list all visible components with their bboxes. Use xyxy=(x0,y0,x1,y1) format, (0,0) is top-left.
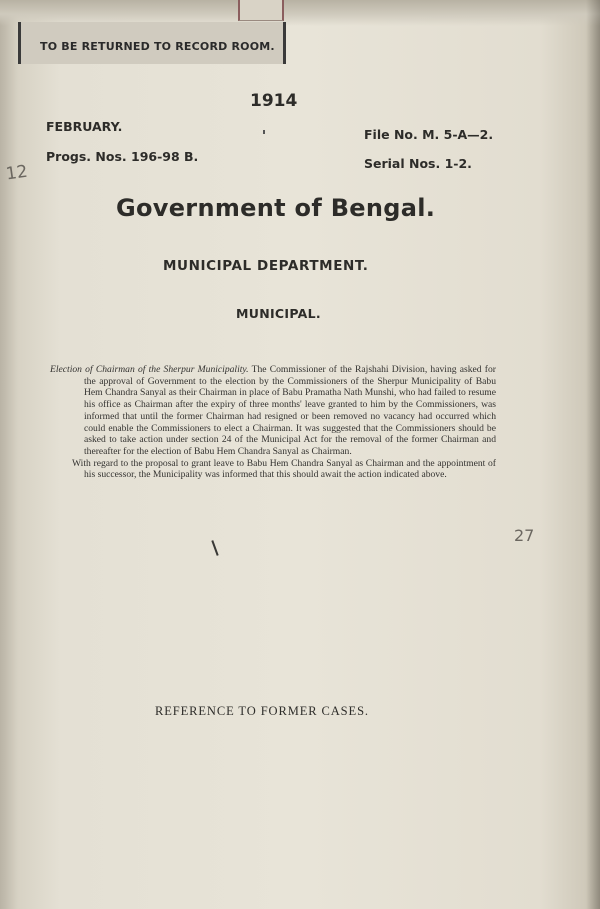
section-heading: MUNICIPAL. xyxy=(236,306,321,321)
year: 1914 xyxy=(250,91,298,111)
ink-dot xyxy=(263,130,265,134)
serial-numbers: Serial Nos. 1-2. xyxy=(364,156,472,171)
file-number: File No. M. 5-A—2. xyxy=(364,127,494,142)
reference-heading: REFERENCE TO FORMER CASES. xyxy=(155,704,369,718)
summary-text xyxy=(50,364,496,481)
subject-line: Election of Chairman of the Sherpur Municipality. xyxy=(50,364,249,375)
underlying-sheet-edge xyxy=(238,0,284,21)
pencil-tick-mark xyxy=(211,540,218,556)
government-title: Government of Bengal. xyxy=(116,194,436,222)
stamp-text: TO BE RETURNED TO RECORD ROOM. xyxy=(40,40,275,53)
department-heading: MUNICIPAL DEPARTMENT. xyxy=(163,258,369,274)
proceedings-numbers: Progs. Nos. 196-98 B. xyxy=(46,149,199,164)
margin-note-right: 27 xyxy=(514,526,535,545)
month: FEBRUARY. xyxy=(46,119,123,134)
page-right-shadow xyxy=(586,0,600,909)
margin-note-left: 12 xyxy=(4,161,29,185)
summary-paragraph-2: With regard to the proposal to grant leave to Babu Hem Chandra Sanyal as Chairman and the appointment of his successor, the Municipality was informed that this should await the action indicated above. xyxy=(72,457,496,481)
summary-paragraph-1 xyxy=(50,364,496,458)
paragraph-1-text: The Commissioner of the Rajshahi Division, having asked for the approval of Government to the election by the Commissioners of the Sherpur Municipality of Babu Hem Chandra Sanyal as their Chairman in place of Babu Pramatha Nath Munshi, who had failed to resume his office as Chairman after the expiry of three months' leave granted to him by the Commissioners, was informed that until the former Chairman had resigned or been removed no vacancy had occurred which could enable the Commissioners to elect a Chairman. It was suggested that the Commissioners should be asked to take action under section 24 of the Municipal Act for the removal of the former Chairman and thereafter for the election of Babu Hem Chandra Sanyal as Chairman. xyxy=(84,364,496,457)
